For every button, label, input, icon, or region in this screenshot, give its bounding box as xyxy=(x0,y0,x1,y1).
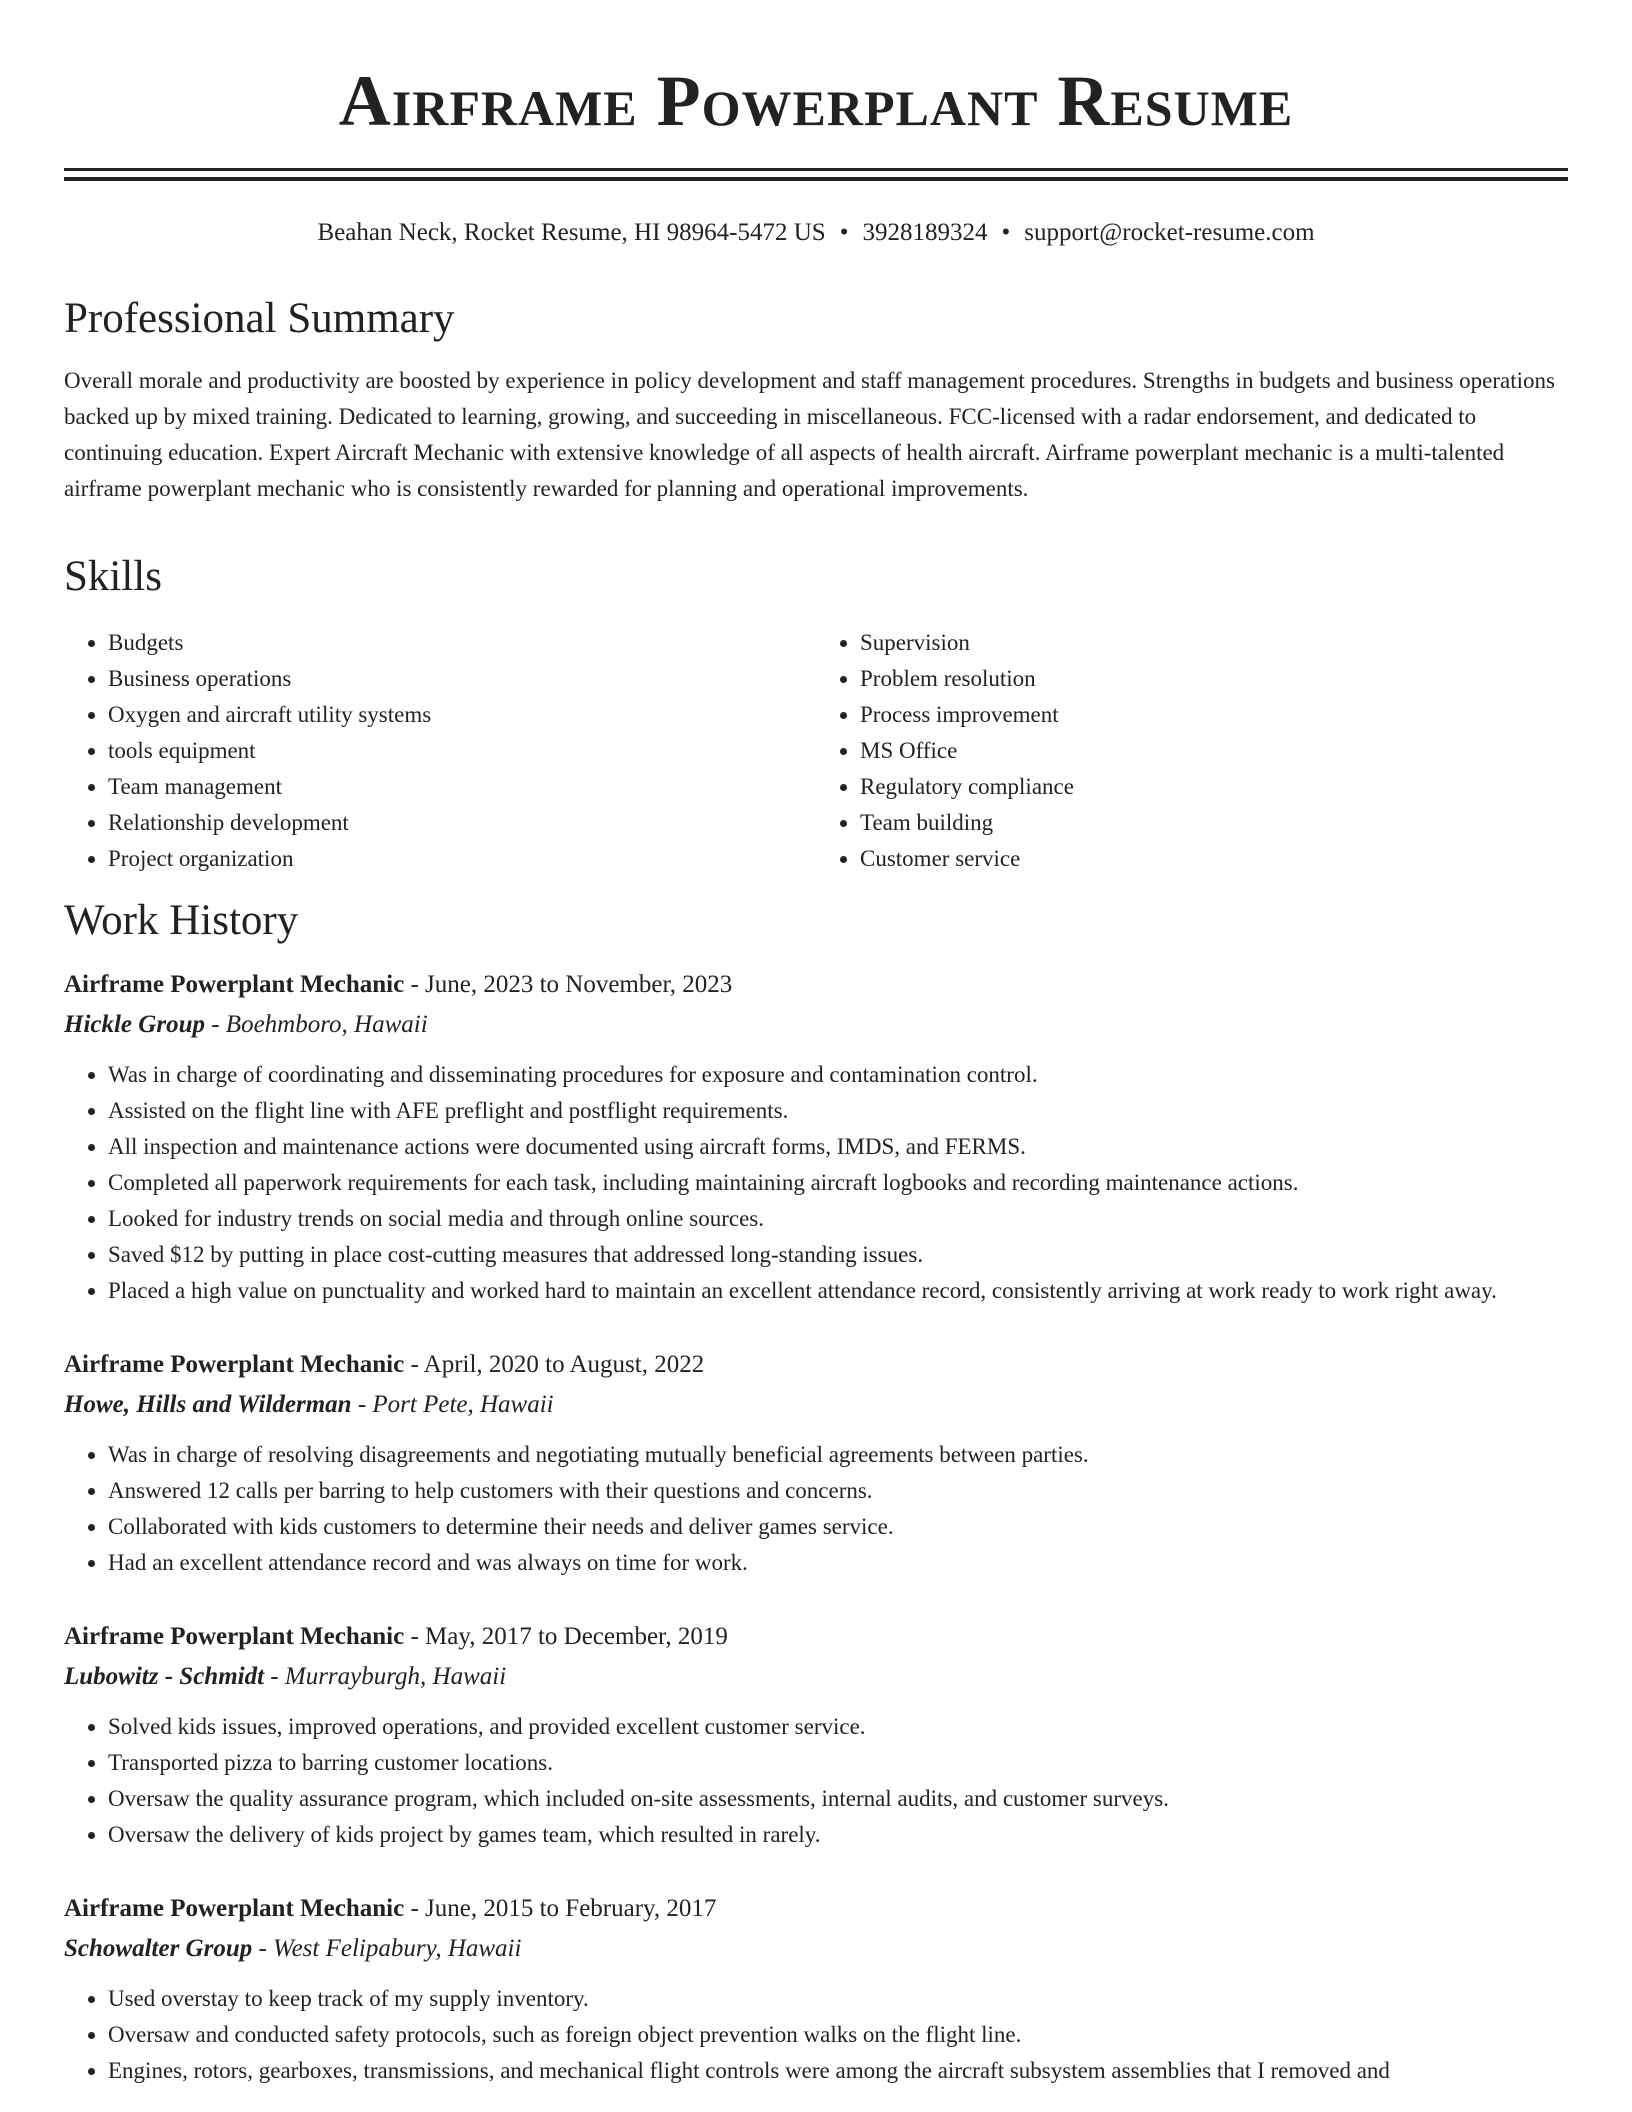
job-bullets xyxy=(64,1981,1568,2089)
job-bullet: • Oversaw the quality assurance program, which included on-site assessments, internal audits, and customer surveys. xyxy=(108,1781,1568,1817)
job-bullet: • Saved $12 by putting in place cost-cutting measures that addressed long-standing issues. xyxy=(108,1237,1568,1273)
job-location: - Murrayburgh, Hawaii xyxy=(264,1663,507,1690)
skill-item: • Oxygen and aircraft utility systems xyxy=(108,697,816,733)
skill-item: • Business operations xyxy=(108,661,816,697)
job-bullet: • Had an excellent attendance record and was always on time for work. xyxy=(108,1545,1568,1581)
title-divider-thin xyxy=(64,177,1568,181)
job-bullet: • Solved kids issues, improved operations, and provided excellent customer service. xyxy=(108,1709,1568,1745)
work-history-heading: Work History xyxy=(64,897,299,944)
job-bullet: • Transported pizza to barring customer locations. xyxy=(108,1745,1568,1781)
job-entry xyxy=(64,965,1568,1309)
job-title: Airframe Powerplant Mechanic xyxy=(64,1895,405,1922)
job-employer xyxy=(64,1657,1568,1697)
contact-address: Beahan Neck, Rocket Resume, HI 98964-5472 US xyxy=(317,219,826,246)
skill-item: • Project organization xyxy=(108,841,816,877)
skills-columns xyxy=(64,625,1568,877)
job-heading xyxy=(64,965,1568,1005)
job-company: Lubowitz - Schmidt xyxy=(64,1663,265,1690)
job-title: Airframe Powerplant Mechanic xyxy=(64,1623,405,1650)
skill-item: • Customer service xyxy=(860,841,1568,877)
job-dates: - April, 2020 to August, 2022 xyxy=(404,1351,705,1378)
job-bullet: • Collaborated with kids customers to determine their needs and deliver games service. xyxy=(108,1509,1568,1545)
job-dates: - June, 2015 to February, 2017 xyxy=(404,1895,717,1922)
job-bullet: • Oversaw the delivery of kids project by games team, which resulted in rarely. xyxy=(108,1817,1568,1853)
job-bullets xyxy=(64,1709,1568,1853)
resume-page xyxy=(64,0,1568,2089)
job-location: - Port Pete, Hawaii xyxy=(351,1391,554,1418)
job-bullet: • Oversaw and conducted safety protocols, such as foreign object prevention walks on the flight line. xyxy=(108,2017,1568,2053)
job-title: Airframe Powerplant Mechanic xyxy=(64,1351,405,1378)
job-company: Howe, Hills and Wilderman xyxy=(64,1391,352,1418)
skill-item: • Problem resolution xyxy=(860,661,1568,697)
job-entry xyxy=(64,1345,1568,1581)
job-bullet: • All inspection and maintenance actions were documented using aircraft forms, IMDS, and FERMS. xyxy=(108,1129,1568,1165)
job-bullet: • Engines, rotors, gearboxes, transmissions, and mechanical flight controls were among the aircraft subsystem assemblies that I removed and xyxy=(108,2053,1568,2089)
job-employer xyxy=(64,1005,1568,1045)
job-company: Schowalter Group xyxy=(64,1935,253,1962)
job-bullet: • Placed a high value on punctuality and worked hard to maintain an excellent attendance record, consistently arriving at work ready to work right away. xyxy=(108,1273,1568,1309)
skills-list-left xyxy=(64,625,816,877)
skill-item: • Team building xyxy=(860,805,1568,841)
skill-item: • Regulatory compliance xyxy=(860,769,1568,805)
summary-text: Overall morale and productivity are boosted by experience in policy development and staff management procedures. Strengths in budgets and business operations backed up by mixed training. Dedicated to learning, growing, and succeeding in miscellaneous. FCC-licensed with a radar endorsement, and dedicated to continuing education. Expert Aircraft Mechanic with extensive knowledge of all aspects of health aircraft. Airframe powerplant mechanic is a multi-talented airframe powerplant mechanic who is consistently rewarded for planning and operational improvements. xyxy=(64,368,1555,501)
job-location: - Boehmboro, Hawaii xyxy=(204,1011,428,1038)
job-bullets xyxy=(64,1057,1568,1309)
title-divider-thick xyxy=(64,168,1568,171)
job-dates: - May, 2017 to December, 2019 xyxy=(404,1623,728,1650)
skill-item: • Relationship development xyxy=(108,805,816,841)
job-heading xyxy=(64,1345,1568,1385)
skill-item: • Supervision xyxy=(860,625,1568,661)
job-title: Airframe Powerplant Mechanic xyxy=(64,971,405,998)
contact-email[interactable]: support@rocket-resume.com xyxy=(1024,219,1315,246)
job-employer xyxy=(64,1929,1568,1969)
contact-phone: 3928189324 xyxy=(862,219,988,246)
job-bullet: • Assisted on the flight line with AFE preflight and postflight requirements. xyxy=(108,1093,1568,1129)
job-bullet: • Completed all paperwork requirements for each task, including maintaining aircraft logbooks and recording maintenance actions. xyxy=(108,1165,1568,1201)
job-bullet: • Used overstay to keep track of my supply inventory. xyxy=(108,1981,1568,2017)
skill-item: • Process improvement xyxy=(860,697,1568,733)
contact-separator: • xyxy=(1001,219,1011,246)
job-location: - West Felipabury, Hawaii xyxy=(252,1935,522,1962)
job-dates: - June, 2023 to November, 2023 xyxy=(404,971,733,998)
skill-item: • Budgets xyxy=(108,625,816,661)
job-bullet: • Looked for industry trends on social media and through online sources. xyxy=(108,1201,1568,1237)
contact-separator: • xyxy=(839,219,849,246)
resume-title: Airframe Powerplant Resume xyxy=(338,61,1294,141)
job-entry xyxy=(64,1617,1568,1853)
job-bullet: • Was in charge of resolving disagreements and negotiating mutually beneficial agreements between parties. xyxy=(108,1437,1568,1473)
skill-item: • MS Office xyxy=(860,733,1568,769)
job-bullet: • Answered 12 calls per barring to help customers with their questions and concerns. xyxy=(108,1473,1568,1509)
job-heading xyxy=(64,1889,1568,1929)
contact-line xyxy=(64,217,1568,249)
job-bullet: • Was in charge of coordinating and disseminating procedures for exposure and contamination control. xyxy=(108,1057,1568,1093)
skill-item: • Team management xyxy=(108,769,816,805)
skills-heading: Skills xyxy=(64,553,162,600)
skills-list-right xyxy=(816,625,1568,877)
job-entry xyxy=(64,1889,1568,2089)
job-bullets xyxy=(64,1437,1568,1581)
summary-heading: Professional Summary xyxy=(64,295,455,342)
skill-item: • tools equipment xyxy=(108,733,816,769)
job-heading xyxy=(64,1617,1568,1657)
job-employer xyxy=(64,1385,1568,1425)
job-company: Hickle Group xyxy=(64,1011,205,1038)
